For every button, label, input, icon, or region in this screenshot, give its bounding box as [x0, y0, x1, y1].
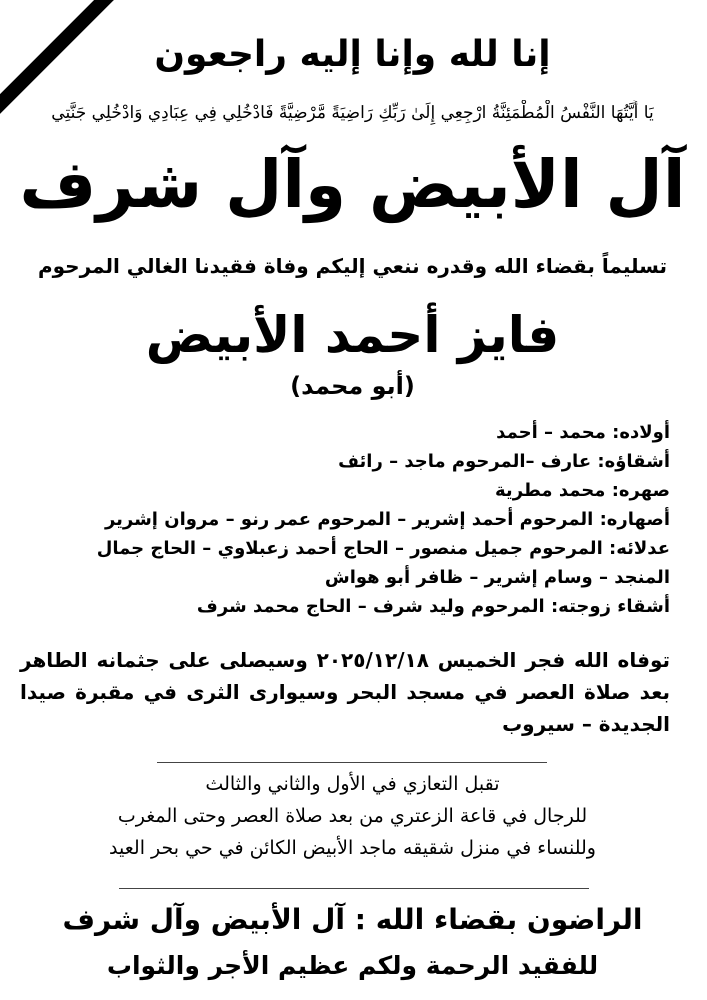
divider	[158, 762, 548, 763]
relatives-value: المرحوم جميل منصور – الحاج أحمد زعبلاوي – الحاج جمال	[97, 538, 611, 559]
relatives-value: المرحوم وليد شرف – الحاج محمد شرف	[197, 596, 552, 617]
death-notice: توفاه الله فجر الخميس ٢٠٢٥/١٢/١٨ وسيصلى على جثمانه الطاهر بعد صلاة العصر في مسجد البحر وسيوارى الثرى في مقبرة صيدا الجديدة – سيروب	[21, 648, 671, 736]
condolences-block	[0, 768, 707, 864]
relatives-label: أشقاؤه:	[598, 451, 671, 472]
opening-phrase: إنا لله وإنا إليه راجعون	[155, 34, 552, 75]
quran-verse: يَا أَيَّتُهَا النَّفْسُ الْمُطْمَئِنَّةُ ارْجِعِي إِلَىٰ رَبِّكِ رَاضِيَةً مَّرْضِيَّةً فَادْخُلِي فِي عِبَادِي وَادْخُلِي جَنَّتِي	[52, 103, 655, 123]
divider	[120, 888, 590, 889]
relatives-list	[21, 418, 671, 621]
relatives-row-wife-siblings	[21, 592, 671, 621]
deceased-kunya: (أبو محمد)	[291, 372, 416, 400]
prayer-line: للفقيد الرحمة ولكم عظيم الأجر والثواب	[107, 951, 600, 980]
relatives-label: عدلائه:	[610, 538, 671, 559]
relatives-row-brothers-in-law-continued	[21, 563, 671, 592]
relatives-row-brothers-in-law	[21, 534, 671, 563]
relatives-label: أشقاء زوجته:	[551, 596, 671, 617]
relatives-label: صهره:	[612, 480, 671, 501]
relatives-label: أولاده:	[613, 422, 671, 443]
relatives-row-in-laws	[21, 505, 671, 534]
relatives-row-son-in-law	[21, 476, 671, 505]
relatives-label: أصهاره:	[600, 509, 671, 530]
relatives-value: محمد – أحمد	[497, 422, 614, 443]
announcement-line: تسليماً بقضاء الله وقدره ننعي إليكم وفاة فقيدنا الغالي المرحوم	[38, 254, 669, 278]
condolences-men: للرجال في قاعة الزعتري من بعد صلاة العصر وحتى المغرب	[118, 805, 589, 827]
relatives-row-brothers	[21, 447, 671, 476]
condolences-days: تقبل التعازي في الأول والثاني والثالث	[206, 773, 501, 795]
relatives-value: عارف –المرحوم ماجد – رائف	[339, 451, 599, 472]
mourners-line: الراضون بقضاء الله : آل الأبيض وآل شرف	[63, 903, 644, 936]
families-title: آل الأبيض وآل شرف	[20, 146, 687, 223]
relatives-value: محمد مطرية	[496, 480, 613, 501]
condolences-women: وللنساء في منزل شقيقه ماجد الأبيض الكائن في حي بحر العيد	[110, 837, 597, 859]
deceased-name: فايز أحمد الأبيض	[146, 306, 561, 364]
relatives-value: المرحوم أحمد إشرير – المرحوم عمر رنو – مروان إشرير	[105, 509, 601, 530]
relatives-row-children	[21, 418, 671, 447]
relatives-value: المنجد – وسام إشرير – ظافر أبو هواش	[325, 567, 671, 588]
